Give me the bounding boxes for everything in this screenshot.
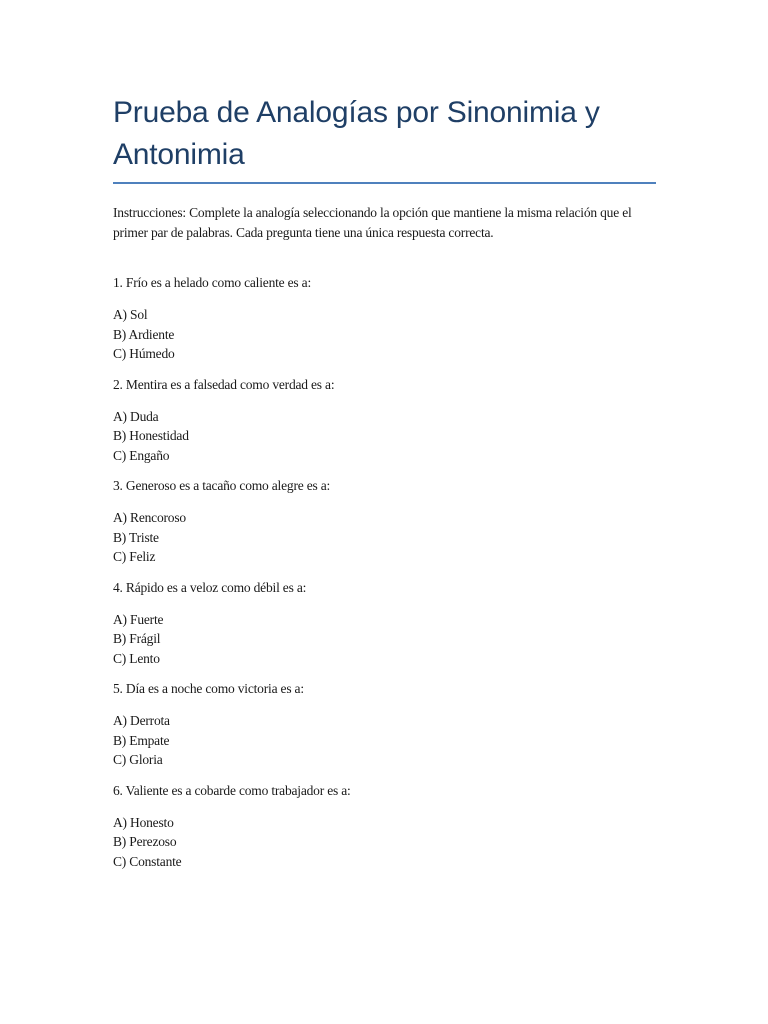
question-text: 4. Rápido es a veloz como débil es a: bbox=[113, 579, 307, 595]
option-a: A) Duda bbox=[113, 408, 159, 424]
option-list bbox=[113, 508, 658, 567]
title-divider bbox=[113, 182, 656, 184]
option-b: B) Ardiente bbox=[113, 326, 175, 342]
question-text: 3. Generoso es a tacaño como alegre es a: bbox=[113, 478, 331, 493]
question-text: 6. Valiente es a cobarde como trabajador es a: bbox=[113, 782, 351, 798]
option-c: C) Lento bbox=[113, 650, 160, 666]
option-list bbox=[113, 407, 658, 466]
option-a: A) Honesto bbox=[113, 814, 174, 830]
option-b: B) Empate bbox=[113, 732, 170, 748]
option-c: C) Feliz bbox=[113, 549, 156, 564]
question-list bbox=[113, 273, 658, 871]
option-c: C) Húmedo bbox=[113, 346, 175, 361]
option-b: B) Triste bbox=[113, 529, 159, 545]
question-3 bbox=[113, 476, 658, 567]
option-b: B) Frágil bbox=[113, 631, 161, 646]
option-list bbox=[113, 610, 658, 669]
option-list bbox=[113, 711, 658, 770]
option-a: A) Fuerte bbox=[113, 611, 164, 627]
question-text: 1. Frío es a helado como caliente es a: bbox=[113, 275, 312, 290]
option-c: C) Gloria bbox=[113, 752, 163, 767]
option-a: A) Rencoroso bbox=[113, 510, 186, 525]
question-text: 5. Día es a noche como victoria es a: bbox=[113, 681, 304, 696]
option-list bbox=[113, 813, 658, 872]
document-page bbox=[113, 92, 658, 882]
question-5 bbox=[113, 679, 658, 770]
option-a: A) Sol bbox=[113, 307, 148, 322]
question-text: 2. Mentira es a falsedad como verdad es a: bbox=[113, 376, 335, 392]
instructions-text: Instrucciones: Complete la analogía seleccionando la opción que mantiene la misma relación que el primer par de palabras. Cada pregunta tiene una única respuesta correcta. bbox=[113, 205, 632, 240]
option-c: C) Constante bbox=[113, 853, 182, 869]
question-4 bbox=[113, 578, 658, 669]
question-6 bbox=[113, 781, 658, 872]
option-b: B) Honestidad bbox=[113, 428, 189, 443]
option-b: B) Perezoso bbox=[113, 834, 177, 849]
option-list bbox=[113, 305, 658, 364]
question-2 bbox=[113, 375, 658, 466]
option-a: A) Derrota bbox=[113, 713, 170, 728]
question-1 bbox=[113, 273, 658, 364]
option-c: C) Engaño bbox=[113, 447, 170, 463]
document-title: Prueba de Analogías por Sinonimia y Antonimia bbox=[113, 96, 600, 171]
